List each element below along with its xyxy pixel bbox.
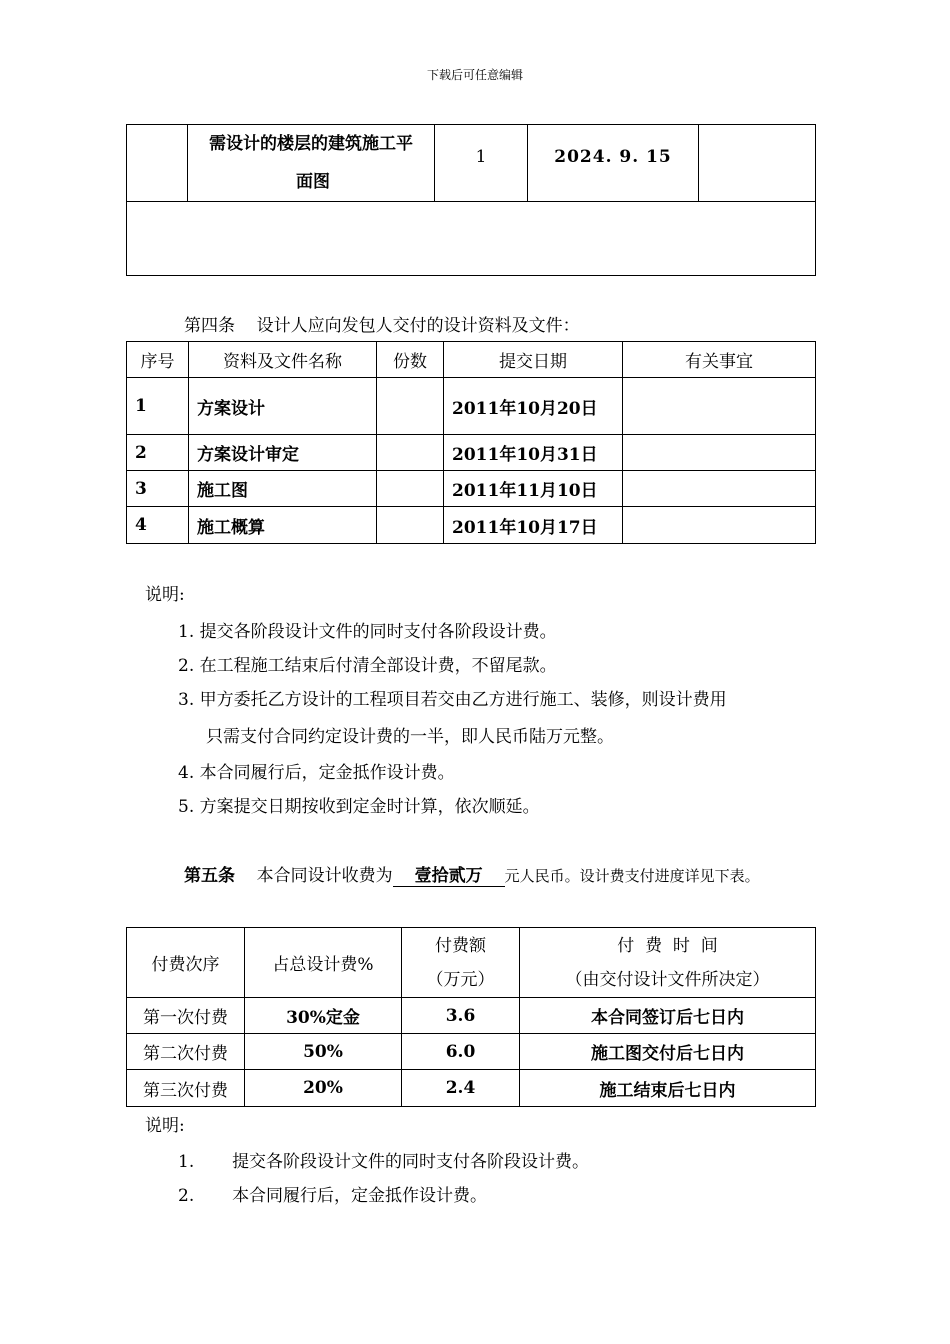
item-num: 4. xyxy=(178,763,195,783)
notes2-item xyxy=(178,1181,487,1206)
cell-amount: 2.4 xyxy=(402,1070,520,1107)
article5-text-before: 本合同设计收费为 xyxy=(256,866,393,886)
table-row-empty xyxy=(127,202,816,276)
header-time-line2: （由交付设计文件所决定） xyxy=(565,969,770,990)
item-text: 本合同履行后，定金抵作设计费。 xyxy=(199,763,455,783)
cell-percent: 30%定金 xyxy=(245,998,402,1034)
item-text: 提交各阶段设计文件的同时支付各阶段设计费。 xyxy=(199,622,557,642)
item-num: 2. xyxy=(178,1186,195,1206)
table-row xyxy=(127,435,816,471)
article4-line xyxy=(184,311,580,336)
notes2-item xyxy=(178,1147,589,1172)
item-num: 2. xyxy=(178,656,195,676)
cell-date: 2011年10月20日 xyxy=(444,378,623,435)
cell-time: 本合同签订后七日内 xyxy=(520,998,816,1034)
cell-name: 施工概算 xyxy=(189,507,377,544)
table-row xyxy=(127,507,816,544)
notes1-title: 说明: xyxy=(145,585,185,605)
cell-time: 施工图交付后七日内 xyxy=(520,1034,816,1070)
article5-amount: 壹拾贰万 xyxy=(393,866,505,887)
cell-order: 第三次付费 xyxy=(127,1070,245,1107)
cell-count: 1 xyxy=(435,125,528,202)
cell-amount: 6.0 xyxy=(402,1034,520,1070)
cell-no: 1 xyxy=(127,378,189,435)
article5-text-after: 元人民币。设计费支付进度详见下表。 xyxy=(504,867,760,885)
table-row xyxy=(127,1070,816,1107)
notes1-item xyxy=(178,758,455,783)
header-time-line1: 付 费 时 间 xyxy=(617,935,718,956)
table-header-row xyxy=(127,342,816,378)
table-row xyxy=(127,1034,816,1070)
cell-note xyxy=(623,471,816,507)
notes1-item-continued: 只需支付合同约定设计费的一半，即人民币陆万元整。 xyxy=(206,727,614,747)
cell-note xyxy=(623,378,816,435)
notes1-item xyxy=(178,792,540,817)
cell-no: 2 xyxy=(127,435,189,471)
notes1-item xyxy=(178,617,557,642)
header-no: 序号 xyxy=(127,342,189,378)
cell-note xyxy=(623,507,816,544)
item-text: 方案提交日期按收到定金时计算，依次顺延。 xyxy=(199,797,540,817)
table-header-row xyxy=(127,928,816,998)
notes1-item xyxy=(178,685,727,710)
table-row xyxy=(127,998,816,1034)
cell-count xyxy=(377,471,444,507)
header-amount-line2: （万元） xyxy=(426,969,495,990)
cell-percent: 50% xyxy=(245,1034,402,1070)
cell-date: 2011年10月17日 xyxy=(444,507,623,544)
cell-note xyxy=(623,435,816,471)
article4-label: 第四条 xyxy=(184,316,235,336)
header-count: 份数 xyxy=(377,342,444,378)
item-text: 在工程施工结束后付清全部设计费，不留尾款。 xyxy=(199,656,557,676)
table-row xyxy=(127,471,816,507)
header-percent: 占总设计费% xyxy=(245,928,402,998)
table-row xyxy=(127,125,816,202)
cell-count xyxy=(377,435,444,471)
cell-name-line2: 面图 xyxy=(296,172,330,192)
cell-date: 2011年10月31日 xyxy=(444,435,623,471)
header-time xyxy=(520,928,816,998)
item-text: 本合同履行后，定金抵作设计费。 xyxy=(232,1186,488,1206)
item-text: 甲方委托乙方设计的工程项目若交由乙方进行施工、装修，则设计费用 xyxy=(199,690,727,710)
item-num: 1. xyxy=(178,1152,195,1172)
cell-no xyxy=(127,125,188,202)
header-amount xyxy=(402,928,520,998)
cell-amount: 3.6 xyxy=(402,998,520,1034)
header-date: 提交日期 xyxy=(444,342,623,378)
table-row xyxy=(127,378,816,435)
cell-note xyxy=(699,125,816,202)
cell-name: 施工图 xyxy=(189,471,377,507)
item-num: 5. xyxy=(178,797,195,817)
cell-order: 第二次付费 xyxy=(127,1034,245,1070)
cell-date: 2011年11月10日 xyxy=(444,471,623,507)
article4-text: 设计人应向发包人交付的设计资料及文件： xyxy=(256,316,580,336)
deliverables-table-continued xyxy=(126,124,816,276)
deliverables-table xyxy=(126,341,816,544)
article5-label: 第五条 xyxy=(184,866,235,886)
cell-date: 2024. 9. 15 xyxy=(528,125,699,202)
cell-no: 4 xyxy=(127,507,189,544)
header-amount-line1: 付费额 xyxy=(435,935,486,956)
notes2-title: 说明: xyxy=(145,1116,185,1136)
page-header: 下载后可任意编辑 xyxy=(426,68,523,82)
cell-name-line1: 需设计的楼层的建筑施工平 xyxy=(209,134,413,154)
header-note: 有关事宜 xyxy=(623,342,816,378)
item-num: 3. xyxy=(178,690,195,710)
item-num: 1. xyxy=(178,622,195,642)
cell-name: 方案设计 xyxy=(189,378,377,435)
empty-cell xyxy=(127,202,816,276)
cell-time: 施工结束后七日内 xyxy=(520,1070,816,1107)
cell-count xyxy=(377,507,444,544)
header-order: 付费次序 xyxy=(127,928,245,998)
notes1-item xyxy=(178,651,557,676)
payment-table xyxy=(126,927,816,1107)
cell-count xyxy=(377,378,444,435)
cell-percent: 20% xyxy=(245,1070,402,1107)
cell-name xyxy=(188,125,435,202)
cell-order: 第一次付费 xyxy=(127,998,245,1034)
article5-line xyxy=(184,861,760,887)
cell-no: 3 xyxy=(127,471,189,507)
cell-name: 方案设计审定 xyxy=(189,435,377,471)
header-name: 资料及文件名称 xyxy=(189,342,377,378)
item-text: 提交各阶段设计文件的同时支付各阶段设计费。 xyxy=(232,1152,590,1172)
